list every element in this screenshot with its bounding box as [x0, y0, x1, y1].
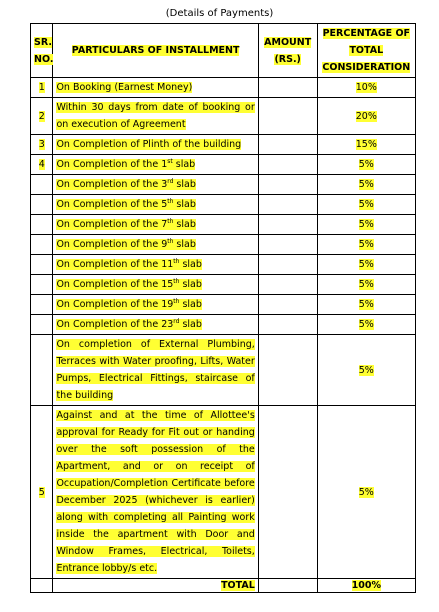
particulars-cell: On Completion of the 9th slab: [53, 235, 258, 255]
percentage-cell: 5%: [317, 215, 415, 235]
amount-cell: [258, 275, 317, 295]
sr-no-cell: [31, 235, 53, 255]
particulars-cell: On Completion of the 19th slab: [53, 295, 258, 315]
amount-cell: [258, 175, 317, 195]
table-row: [31, 98, 416, 135]
total-row: [31, 579, 416, 593]
amount-cell: [258, 295, 317, 315]
amount-cell: [258, 78, 317, 98]
table-row: [31, 295, 416, 315]
sr-no-cell: 3: [31, 135, 53, 155]
table-row: [31, 235, 416, 255]
percentage-cell: 5%: [317, 175, 415, 195]
amount-cell: [258, 135, 317, 155]
amount-cell: [258, 315, 317, 335]
sr-no-cell: [31, 195, 53, 215]
header-sr-no: SR. NO.: [31, 24, 53, 78]
header-particulars: PARTICULARS OF INSTALLMENT: [53, 24, 258, 78]
sr-no-cell: [31, 255, 53, 275]
percentage-cell: 15%: [317, 135, 415, 155]
percentage-cell: 5%: [317, 295, 415, 315]
table-row: [31, 335, 416, 406]
table-row: [31, 135, 416, 155]
particulars-cell: On Completion of the 1st slab: [53, 155, 258, 175]
table-row: [31, 406, 416, 579]
particulars-cell: On Completion of Plinth of the building: [53, 135, 258, 155]
particulars-cell: On Completion of the 5th slab: [53, 195, 258, 215]
payment-schedule-table: [30, 23, 416, 593]
total-percentage: 100%: [317, 579, 415, 593]
percentage-cell: 10%: [317, 78, 415, 98]
percentage-cell: 5%: [317, 406, 415, 579]
particulars-cell: On completion of External Plumbing, Terraces with Water proofing, Lifts, Water Pumps, Electrical Fittings, staircase of the building: [53, 335, 258, 406]
sr-no-cell: [31, 175, 53, 195]
table-caption: (Details of Payments): [165, 8, 274, 19]
particulars-cell: On Completion of the 3rd slab: [53, 175, 258, 195]
percentage-cell: 5%: [317, 335, 415, 406]
total-amount: [258, 579, 317, 593]
sr-no-cell: [31, 335, 53, 406]
sr-no-cell: [31, 315, 53, 335]
sr-no-cell: [31, 215, 53, 235]
total-label: TOTAL: [53, 579, 258, 593]
amount-cell: [258, 335, 317, 406]
particulars-cell: On Completion of the 23rd slab: [53, 315, 258, 335]
amount-cell: [258, 195, 317, 215]
percentage-cell: 5%: [317, 195, 415, 215]
amount-cell: [258, 235, 317, 255]
particulars-cell: On Completion of the 15th slab: [53, 275, 258, 295]
percentage-cell: 5%: [317, 255, 415, 275]
amount-cell: [258, 98, 317, 135]
header-amount: AMOUNT (RS.): [258, 24, 317, 78]
percentage-cell: 5%: [317, 235, 415, 255]
amount-cell: [258, 255, 317, 275]
header-percentage: PERCENTAGE OF TOTAL CONSIDERATION: [317, 24, 415, 78]
header-row: [31, 24, 416, 78]
percentage-cell: 5%: [317, 315, 415, 335]
table-row: [31, 255, 416, 275]
table-row: [31, 78, 416, 98]
sr-no-cell: 5: [31, 406, 53, 579]
table-row: [31, 315, 416, 335]
particulars-cell: Against and at the time of Allottee's approval for Ready for Fit out or handing over the soft possession of the Apartment, and or on receipt of Occupation/Completion Certificate before December 2025 (whichever is earlier) along with completing all Painting work inside the apartment with Door and Window Frames, Electrical, Toilets, Entrance lobby/s etc.: [53, 406, 258, 579]
sr-no-cell: 2: [31, 98, 53, 135]
percentage-cell: 5%: [317, 275, 415, 295]
amount-cell: [258, 406, 317, 579]
percentage-cell: 20%: [317, 98, 415, 135]
table-row: [31, 155, 416, 175]
sr-no-cell: 1: [31, 78, 53, 98]
amount-cell: [258, 215, 317, 235]
amount-cell: [258, 155, 317, 175]
particulars-cell: On Completion of the 7th slab: [53, 215, 258, 235]
total-sr-cell: [31, 579, 53, 593]
percentage-cell: 5%: [317, 155, 415, 175]
table-row: [31, 195, 416, 215]
sr-no-cell: [31, 295, 53, 315]
table-row: [31, 215, 416, 235]
particulars-cell: On Completion of the 11th slab: [53, 255, 258, 275]
sr-no-cell: 4: [31, 155, 53, 175]
particulars-cell: On Booking (Earnest Money): [53, 78, 258, 98]
particulars-cell: Within 30 days from date of booking or on execution of Agreement: [53, 98, 258, 135]
table-row: [31, 275, 416, 295]
sr-no-cell: [31, 275, 53, 295]
table-row: [31, 175, 416, 195]
